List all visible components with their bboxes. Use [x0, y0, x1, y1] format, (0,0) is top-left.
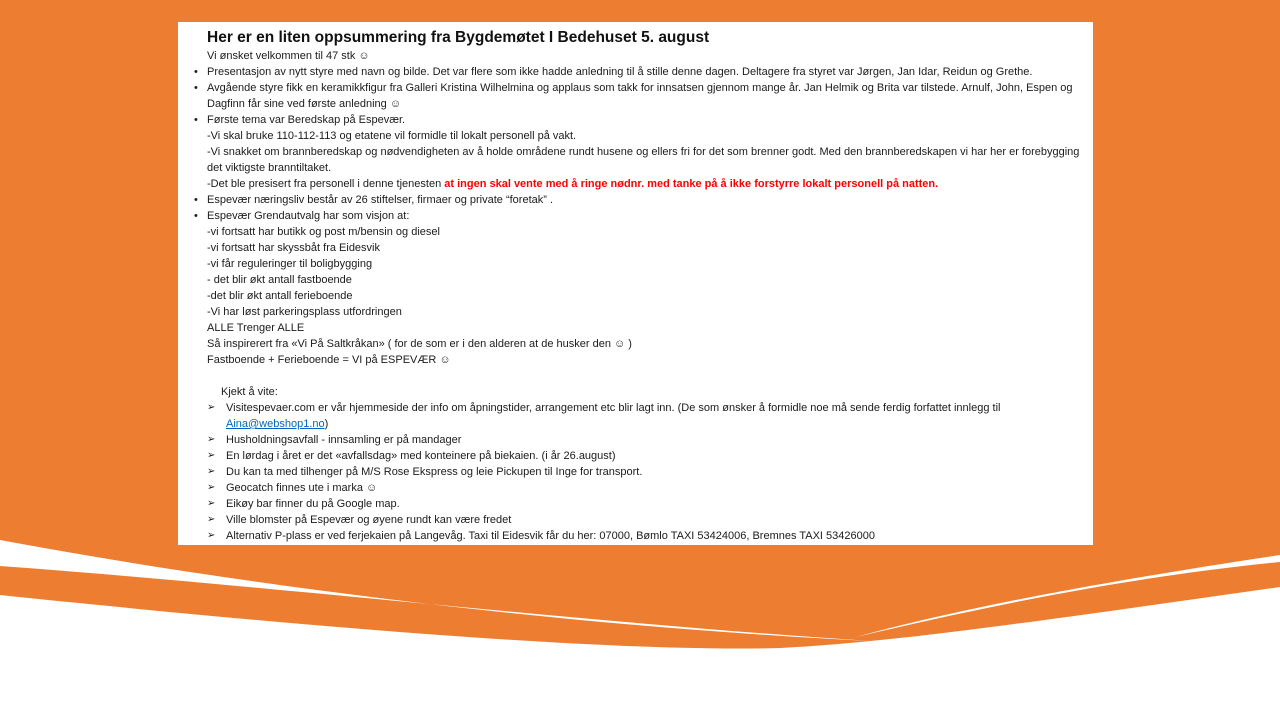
- list-item-text: Espevær Grendautvalg har som visjon at:: [207, 210, 410, 222]
- bullet-icon: •: [194, 210, 198, 222]
- slide-title: Her er en liten oppsummering fra Bygdemøtet I Bedehuset 5. august: [207, 29, 710, 46]
- kjekt-heading-text: Kjekt å vite:: [221, 386, 278, 398]
- subline-text: -Det ble presisert fra personell i denne tjenesten: [207, 178, 445, 190]
- spacer: [178, 368, 1093, 384]
- kjekt-item-text: Visitespevaer.com er vår hjemmeside der info om åpningstider, arrangement etc blir lagt inn. (De som ønsker å formidle noe må sende ferdig forfattet innlegg til: [226, 402, 1001, 414]
- list-item-grendautvalg: [178, 208, 1093, 224]
- list-item-text: Espevær næringsliv består av 26 stiftelser, firmaer og private “foretak” .: [207, 194, 554, 206]
- kjekt-item: [178, 448, 1093, 464]
- kjekt-item-text: ): [324, 418, 329, 430]
- visjon-line: [178, 320, 1093, 336]
- list-item-text: Presentasjon av nytt styre med navn og bilde. Det var flere som ikke hadde anledning til å stille denne dagen. Deltagere fra styret var Jørgen, Jan Idar, Reidun og Grethe.: [207, 66, 1033, 78]
- arrow-bullet-icon: ➢: [207, 514, 216, 525]
- visjon-text: -vi fortsatt har skyssbåt fra Eidesvik: [207, 242, 380, 254]
- arrow-bullet-icon: ➢: [207, 482, 216, 493]
- email-link[interactable]: Aina@webshop1.no: [226, 418, 325, 430]
- list-item-beredskap: [178, 112, 1093, 128]
- arrow-bullet-icon: ➢: [207, 466, 216, 477]
- bullet-icon: •: [194, 194, 198, 206]
- emphasis-red-text: at ingen skal vente med å ringe nødnr. med tanke på å ikke forstyrre lokalt personell på natten.: [444, 178, 939, 190]
- kjekt-item-text: Alternativ P-plass er ved ferjekaien på Langevåg. Taxi til Eidesvik får du her: 07000, Bømlo TAXI 53424006, Bremnes TAXI 53426000: [226, 530, 875, 542]
- list-item-text: Avgående styre fikk en keramikkfigur fra Galleri Kristina Wilhelmina og applaus som takk for innsatsen gjennom mange år. Jan Helmik og Brita var tilstede. Arnulf, John, Espen og Dagfinn får sine ved første anledning ☺: [207, 82, 1073, 110]
- welcome-line: [178, 48, 1093, 64]
- kjekt-item-text: Geocatch finnes ute i marka ☺: [226, 482, 378, 494]
- beredskap-subline-3: [178, 176, 1093, 192]
- visjon-text: -det blir økt antall ferieboende: [207, 290, 353, 302]
- visjon-line: [178, 352, 1093, 368]
- visjon-text: - det blir økt antall fastboende: [207, 274, 352, 286]
- kjekt-item-text: Eikøy bar finner du på Google map.: [226, 498, 400, 510]
- kjekt-item: [178, 528, 1093, 544]
- arrow-bullet-icon: ➢: [207, 530, 216, 541]
- visjon-line: [178, 304, 1093, 320]
- kjekt-item-text: Husholdningsavfall - innsamling er på mandager: [226, 434, 462, 446]
- visjon-text: -vi fortsatt har butikk og post m/bensin og diesel: [207, 226, 440, 238]
- subline-text: -Vi skal bruke 110-112-113 og etatene vil formidle til lokalt personell på vakt.: [207, 130, 577, 142]
- bullet-icon: •: [194, 82, 198, 94]
- visjon-text: ALLE Trenger ALLE: [207, 322, 305, 334]
- welcome-text: Vi ønsket velkommen til 47 stk ☺: [207, 50, 370, 62]
- list-item-naeringsliv: [178, 192, 1093, 208]
- arrow-bullet-icon: ➢: [207, 450, 216, 461]
- visjon-line: [178, 256, 1093, 272]
- kjekt-item-text: Ville blomster på Espevær og øyene rundt kan være fredet: [226, 514, 512, 526]
- visjon-line: [178, 240, 1093, 256]
- visjon-text: -vi får reguleringer til boligbygging: [207, 258, 373, 270]
- kjekt-heading: [178, 384, 1093, 400]
- visjon-text: Så inspirerert fra «Vi På Saltkråkan» ( for de som er i den alderen at de husker den ☺ ): [207, 338, 632, 350]
- list-item-presentasjon: [178, 64, 1093, 80]
- kjekt-item-website: [178, 400, 1093, 432]
- visjon-line: [178, 336, 1093, 352]
- bullet-icon: •: [194, 114, 198, 126]
- slide-content-panel: [178, 22, 1093, 545]
- kjekt-item-text: Du kan ta med tilhenger på M/S Rose Ekspress og leie Pickupen til Inge for transport.: [226, 466, 643, 478]
- visjon-text: -Vi har løst parkeringsplass utfordringen: [207, 306, 402, 318]
- visjon-text: Fastboende + Ferieboende = VI på ESPEVÆR ☺: [207, 354, 451, 366]
- arrow-bullet-icon: ➢: [207, 402, 216, 413]
- kjekt-item: [178, 480, 1093, 496]
- kjekt-item: [178, 464, 1093, 480]
- list-item-text: Første tema var Beredskap på Espevær.: [207, 114, 406, 126]
- beredskap-subline-2: [178, 144, 1093, 176]
- kjekt-item: [178, 496, 1093, 512]
- visjon-line: [178, 224, 1093, 240]
- kjekt-item: [178, 432, 1093, 448]
- list-item-avgaende: [178, 80, 1093, 112]
- kjekt-item-text: En lørdag i året er det «avfallsdag» med konteinere på biekaien. (i år 26.august): [226, 450, 616, 462]
- visjon-line: [178, 272, 1093, 288]
- beredskap-subline-1: [178, 128, 1093, 144]
- kjekt-item: [178, 512, 1093, 528]
- arrow-bullet-icon: ➢: [207, 434, 216, 445]
- arrow-bullet-icon: ➢: [207, 498, 216, 509]
- bullet-icon: •: [194, 66, 198, 78]
- visjon-line: [178, 288, 1093, 304]
- subline-text: -Vi snakket om brannberedskap og nødvendigheten av å holde områdene rundt husene og ellers fri for det som brenner godt. Med den brannberedskapen vi har her er forebygging det viktigste branntiltaket.: [207, 146, 1080, 174]
